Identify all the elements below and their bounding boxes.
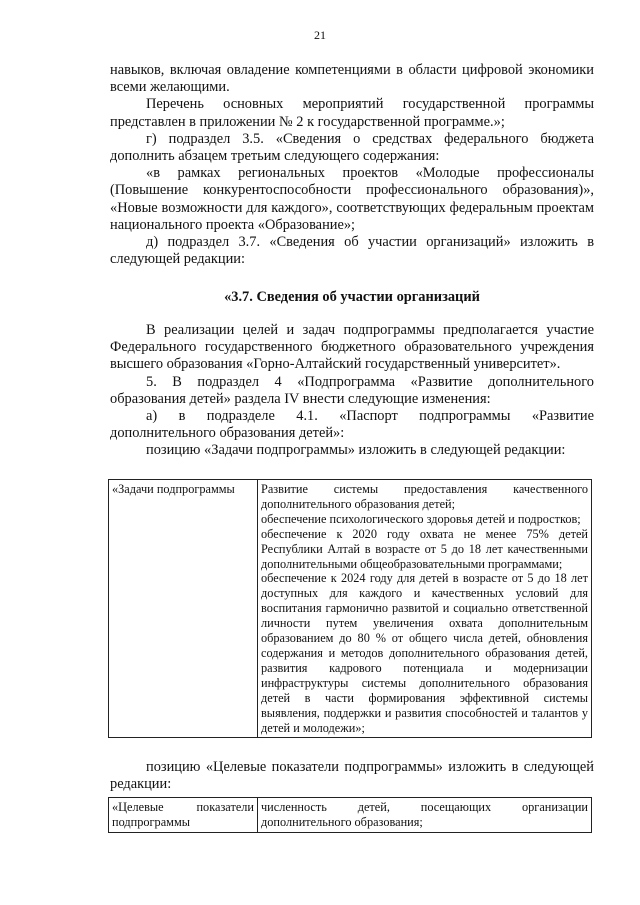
indicator-item: численность детей, посещающих организации дополнительного образования;: [261, 800, 588, 829]
text-block-middle: [110, 322, 594, 460]
task-item: обеспечение к 2024 году для детей в возрасте от 5 до 18 лет доступных для каждого и качественных условий для воспитания гармонично развитой и социально ответственной личности путем увеличения охвата дополнительным образованием до 80 % от общего числа детей, обновления содержания и методов дополнительного образования детей, развития кадрового потенциала и модернизации инфраструктуры системы дополнительного образования детей в части формирования эффективной системы выявления, поддержки и развития способностей и талантов у детей и молодежи»;: [261, 571, 588, 735]
indicators-label-cell: «Целевые показатели подпрограммы: [109, 798, 258, 833]
paragraph-item-5: 5. В подраздел 4 «Подпрограмма «Развитие дополнительного образования детей» раздела IV внести следующие изменения:: [110, 373, 594, 407]
task-item: Развитие системы предоставления качественного дополнительного образования детей;: [261, 482, 588, 511]
paragraph-item-d: д) подраздел 3.7. «Сведения об участии организаций» изложить в следующей редакции:: [110, 234, 594, 268]
tasks-table: [108, 479, 592, 738]
indicators-content-cell: [258, 798, 592, 833]
paragraph-participation: В реализации целей и задач подпрограммы предполагается участие Федерального государственного бюджетного образовательного учреждения высшего образования «Горно-Алтайский государственный университет».: [110, 322, 594, 373]
task-item: обеспечение к 2020 году охвата не менее 75% детей Республики Алтай в возрасте от 5 до 18 лет качественными дополнительными общеобразовательными программами;: [261, 526, 588, 571]
paragraph-continuation: навыков, включая овладение компетенциями в области цифровой экономики всеми желающими.: [110, 62, 594, 96]
indicators-table: [108, 797, 592, 833]
table-row: [109, 798, 592, 833]
paragraph-regional-projects: «в рамках региональных проектов «Молодые профессионалы (Повышение конкурентоспособности профессионального образования)», «Новые возможности для каждого», соответствующих федеральным проектам национального проекта «Образование»;: [110, 165, 594, 233]
text-block-bottom: [110, 759, 594, 793]
text-block-top: [110, 62, 594, 268]
paragraph-item-a: а) в подразделе 4.1. «Паспорт подпрограммы «Развитие дополнительного образования детей»:: [110, 408, 594, 442]
page-number: 21: [314, 28, 326, 42]
paragraph-activities: Перечень основных мероприятий государственной программы представлен в приложении № 2 к государственной программе.»;: [110, 96, 594, 130]
task-item: обеспечение психологического здоровья детей и подростков;: [261, 511, 581, 526]
tasks-label-cell: «Задачи подпрограммы: [109, 480, 258, 738]
paragraph-indicators-position: позицию «Целевые показатели подпрограммы» изложить в следующей редакции:: [110, 759, 594, 793]
paragraph-tasks-position: позицию «Задачи подпрограммы» изложить в следующей редакции:: [146, 442, 566, 459]
table-row: [109, 480, 592, 738]
tasks-content-cell: [258, 480, 592, 738]
section-heading: «3.7. Сведения об участии организаций: [224, 289, 480, 305]
paragraph-item-g: г) подраздел 3.5. «Сведения о средствах федерального бюджета дополнить абзацем третьим следующего содержания:: [110, 130, 594, 165]
